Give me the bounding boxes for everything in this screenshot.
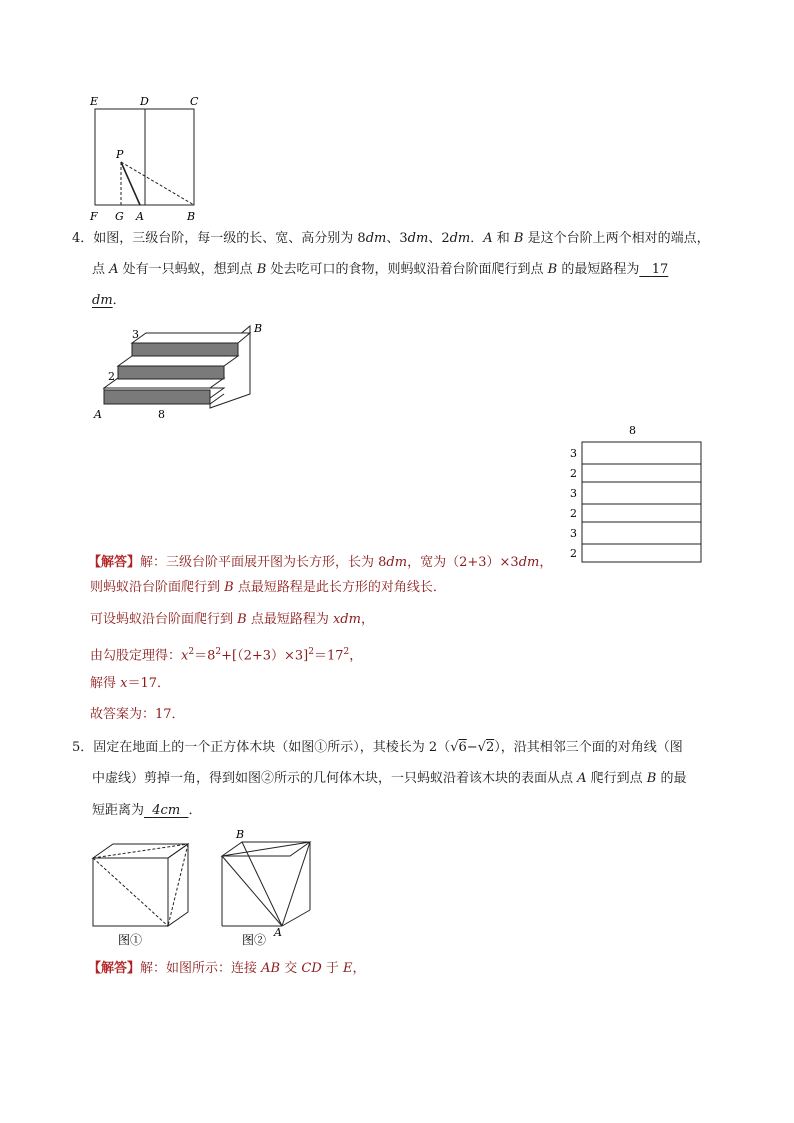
cube-figure-1: [88, 836, 198, 951]
unfolded-rectangle-figure: [560, 420, 710, 565]
q4-line2: 点 A 处有一只蚂蚁，想到点 B 处去吃可口的食物，则蚂蚁沿着台阶面爬行到点 B 的最短路程为 17: [92, 262, 669, 277]
q5-solution-line1: 【解答】解：如图所示：连接 AB 交 CD 于 E，: [88, 961, 366, 976]
row-label: 2: [570, 507, 577, 520]
row-label: 3: [570, 447, 577, 460]
q5-answer: 4cm: [152, 803, 181, 818]
label-2: 2: [108, 370, 115, 383]
q5-line2: 中虚线）剪掉一角，得到如图②所示的几何体木块，一只蚂蚁沿着该木块的表面从点 A 爬行到点 B 的最: [92, 771, 687, 786]
q4-solution-line6: 故答案为：17．: [90, 707, 185, 722]
q5-line1: 5．固定在地面上的一个正方体木块（如图①所示），其棱长为 2（√6−√2），沿其相邻三个面的对角线（图: [72, 740, 683, 755]
label-A: A: [94, 408, 102, 421]
fig2-label-A: A: [274, 926, 282, 939]
q4-solution-line5: 解得 x＝17．: [90, 676, 171, 691]
staircase-figure: [88, 316, 278, 426]
label-B: B: [187, 210, 196, 223]
fig1-caption: 图①: [118, 933, 143, 947]
q4-solution-line4: 由勾股定理得：$x^2=8^2+[(2+3)\times 3]^2=17^2$，: [90, 647, 363, 664]
label-B: B: [254, 322, 263, 335]
fig2-label-B: B: [236, 828, 245, 841]
q4-line3: dm．: [92, 293, 126, 308]
q5-line3: 短距离为 4cm ．: [92, 803, 202, 818]
label-8: 8: [158, 408, 165, 421]
q4-answer: 17: [651, 262, 669, 277]
q4-solution-line1: 【解答】解：三级台阶平面展开图为长方形，长为 8dm，宽为（2+3）×3dm，: [88, 555, 553, 570]
label-E: E: [90, 95, 99, 108]
label-F: F: [90, 210, 98, 223]
q4-line1: 4．如图，三级台阶，每一级的长、宽、高分别为 8dm、3dm、2dm．A 和 B 是这个台阶上两个相对的端点，: [72, 231, 710, 246]
row-label: 2: [570, 467, 577, 480]
label-D: D: [140, 95, 149, 108]
row-label: 3: [570, 527, 577, 540]
label-P: P: [116, 148, 124, 161]
q4-solution-line3: 可设蚂蚁沿台阶面爬行到 B 点最短路程为 xdm，: [90, 612, 374, 627]
fig2-caption: 图②: [242, 933, 267, 947]
label-G: G: [115, 210, 124, 223]
label-3: 3: [132, 328, 139, 341]
q4-solution-line2: 则蚂蚁沿台阶面爬行到 B 点最短路程是此长方形的对角线长．: [90, 580, 446, 595]
row-label: 2: [570, 547, 577, 560]
label-C: C: [190, 95, 199, 108]
cube-figure-2: [212, 822, 322, 950]
top-label-8: 8: [629, 424, 636, 437]
row-label: 3: [570, 487, 577, 500]
label-A: A: [136, 210, 144, 223]
rectangle-figure: [80, 90, 210, 225]
